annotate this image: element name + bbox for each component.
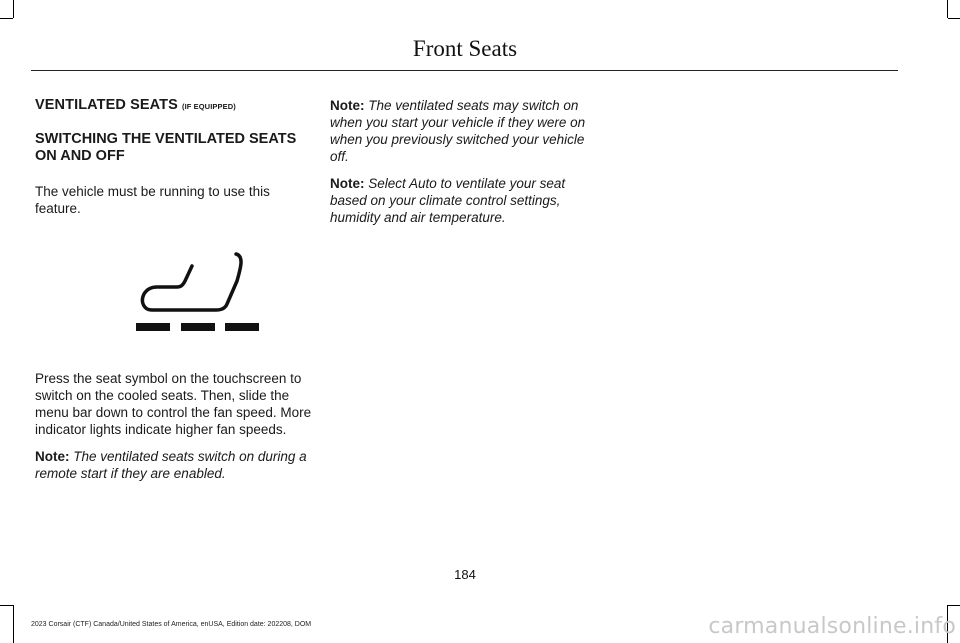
indicator-light — [136, 323, 170, 331]
intro-paragraph: The vehicle must be running to use this feature. — [35, 184, 270, 216]
watermark: carmanualsonline.info — [708, 614, 956, 639]
section-subtitle: SWITCHING THE VENTILATED SEATS ON AND OFF — [35, 131, 297, 164]
edition-footer: 2023 Corsair (CTF) Canada/United States of America, enUSA, Edition date: 202208, DOM — [31, 621, 312, 628]
right-column — [330, 97, 605, 236]
section-title-text: VENTILATED SEATS — [35, 97, 178, 113]
section-title — [35, 97, 315, 113]
note-label: Note: — [35, 449, 70, 464]
crop-mark — [13, 605, 14, 643]
crop-mark — [948, 605, 960, 606]
ventilated-seat-icon — [99, 249, 259, 339]
page-header-title: Front Seats — [412, 36, 518, 61]
crop-mark — [0, 18, 13, 19]
crop-mark — [0, 605, 13, 606]
indicator-light — [181, 323, 215, 331]
left-column — [35, 97, 315, 492]
note-label: Note: — [330, 176, 365, 191]
note-label: Note: — [330, 98, 365, 113]
seat-figure — [35, 235, 315, 355]
indicator-light — [225, 323, 259, 331]
page-number: 184 — [454, 567, 476, 582]
note-paragraph — [330, 97, 605, 165]
instructions-paragraph: Press the seat symbol on the touchscreen to switch on the cooled seats. Then, slide the menu bar down to control the fan speed. More indicator lights indicate higher fan speeds. — [35, 371, 312, 437]
crop-mark — [13, 0, 14, 18]
crop-mark — [947, 0, 948, 18]
note-text: Select Auto to ventilate your seat based on your climate control settings, humidity and air temperature. — [330, 176, 566, 225]
note-text: The ventilated seats switch on during a remote start if they are enabled. — [35, 449, 307, 481]
note-paragraph — [35, 448, 315, 482]
section-title-suffix: (IF EQUIPPED) — [182, 102, 236, 111]
note-paragraph — [330, 175, 605, 226]
crop-mark — [948, 18, 960, 19]
header-divider — [31, 70, 898, 71]
note-text: The ventilated seats may switch on when you start your vehicle if they were on when you previously switched your vehicle off. — [330, 98, 586, 164]
